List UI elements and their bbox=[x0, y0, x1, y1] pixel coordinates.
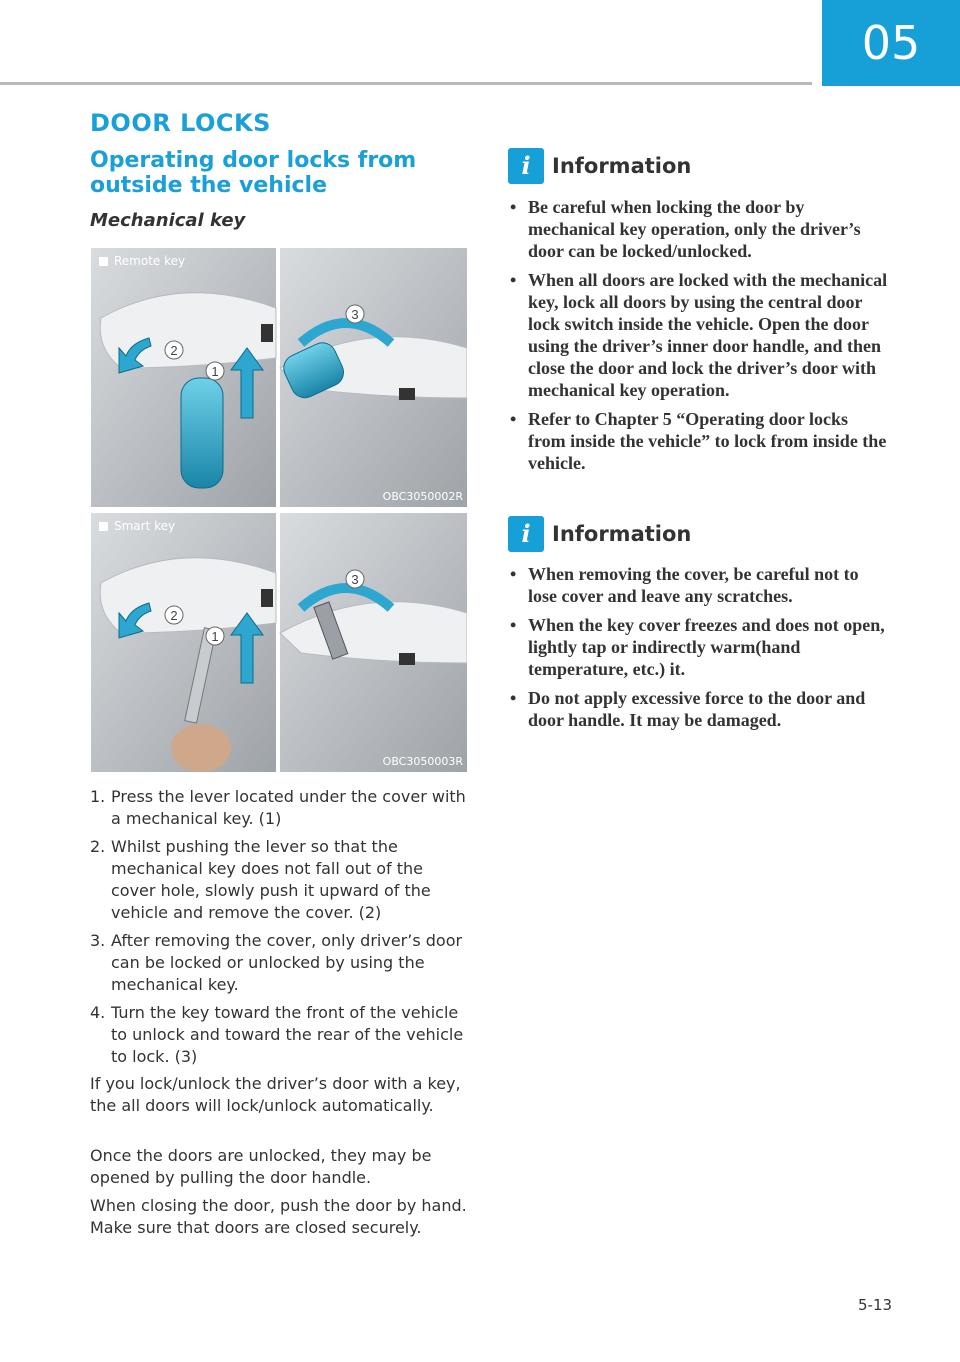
body-paragraph: Once the doors are unlocked, they may be opened by pulling the door handle. bbox=[90, 1146, 432, 1187]
chapter-tab: 05 bbox=[822, 0, 960, 86]
info-bullet: • When all doors are locked with the mechanical key, lock all doors by using the central door lock switch inside the vehicle. Open the door using the driver’s inner door handle, and then close the door and lock the driver’s door with mechanical key operation. bbox=[510, 270, 888, 400]
figure-label: Smart key bbox=[99, 519, 175, 533]
step-item: 3. After removing the cover, only driver’s door can be locked or unlocked by using the mechanical key. bbox=[90, 931, 463, 994]
figure-code: OBC3050003R bbox=[382, 755, 463, 768]
figure-code: OBC3050002R bbox=[382, 490, 463, 503]
info-bullet-list bbox=[508, 196, 888, 481]
body-paragraph: When closing the door, push the door by hand. Make sure that doors are closed securely. bbox=[90, 1196, 467, 1237]
info-bullet: • Do not apply excessive force to the door and door handle. It may be damaged. bbox=[510, 688, 866, 730]
info-icon: i bbox=[508, 516, 544, 552]
figure-label: Remote key bbox=[99, 254, 185, 268]
info-icon: i bbox=[508, 148, 544, 184]
info-bullet: • When the key cover freezes and does not open, lightly tap or indirectly warm(hand temperature, etc.) it. bbox=[510, 615, 885, 679]
callout-1: 1 bbox=[211, 364, 219, 379]
svg-text:2: 2 bbox=[170, 608, 178, 623]
svg-text:1: 1 bbox=[211, 629, 219, 644]
callout-2: 2 bbox=[170, 343, 178, 358]
step-item: 2. Whilst pushing the lever so that the mechanical key does not fall out of the cover hole, slowly push it upward of the vehicle and remove the cover. (2) bbox=[90, 837, 431, 922]
step-list bbox=[90, 786, 472, 1074]
page-number: 5-13 bbox=[858, 1296, 893, 1314]
subsubsection-title: Mechanical key bbox=[90, 210, 246, 231]
section-title: DOOR LOCKS bbox=[90, 109, 271, 137]
subsection-title: Operating door locks from outside the vehicle bbox=[90, 148, 417, 198]
svg-text:3: 3 bbox=[351, 572, 359, 587]
info-title: Information bbox=[552, 522, 692, 546]
info-box-heading bbox=[508, 148, 691, 184]
info-bullet: • When removing the cover, be careful not to lose cover and leave any scratches. bbox=[510, 564, 859, 606]
step-item: 4. Turn the key toward the front of the vehicle to unlock and toward the rear of the vehicle to lock. (3) bbox=[90, 1003, 464, 1066]
info-title: Information bbox=[552, 154, 692, 178]
body-paragraph: If you lock/unlock the driver’s door with a key, the all doors will lock/unlock automatically. bbox=[90, 1074, 461, 1115]
figure-remote-key bbox=[91, 248, 467, 507]
remote-key-illustration bbox=[91, 248, 467, 507]
header-rule bbox=[0, 82, 812, 85]
figure-smart-key bbox=[91, 513, 467, 772]
smart-key-illustration bbox=[91, 513, 467, 772]
info-bullet: • Be careful when locking the door by mechanical key operation, only the driver’s door can be locked/unlocked. bbox=[510, 197, 861, 261]
step-item: 1. Press the lever located under the cover with a mechanical key. (1) bbox=[90, 787, 466, 828]
info-box-heading bbox=[508, 516, 691, 552]
callout-3: 3 bbox=[351, 307, 359, 322]
info-bullet: • Refer to Chapter 5 “Operating door locks from inside the vehicle” to lock from inside the vehicle. bbox=[510, 409, 887, 473]
info-bullet-list bbox=[508, 563, 888, 738]
